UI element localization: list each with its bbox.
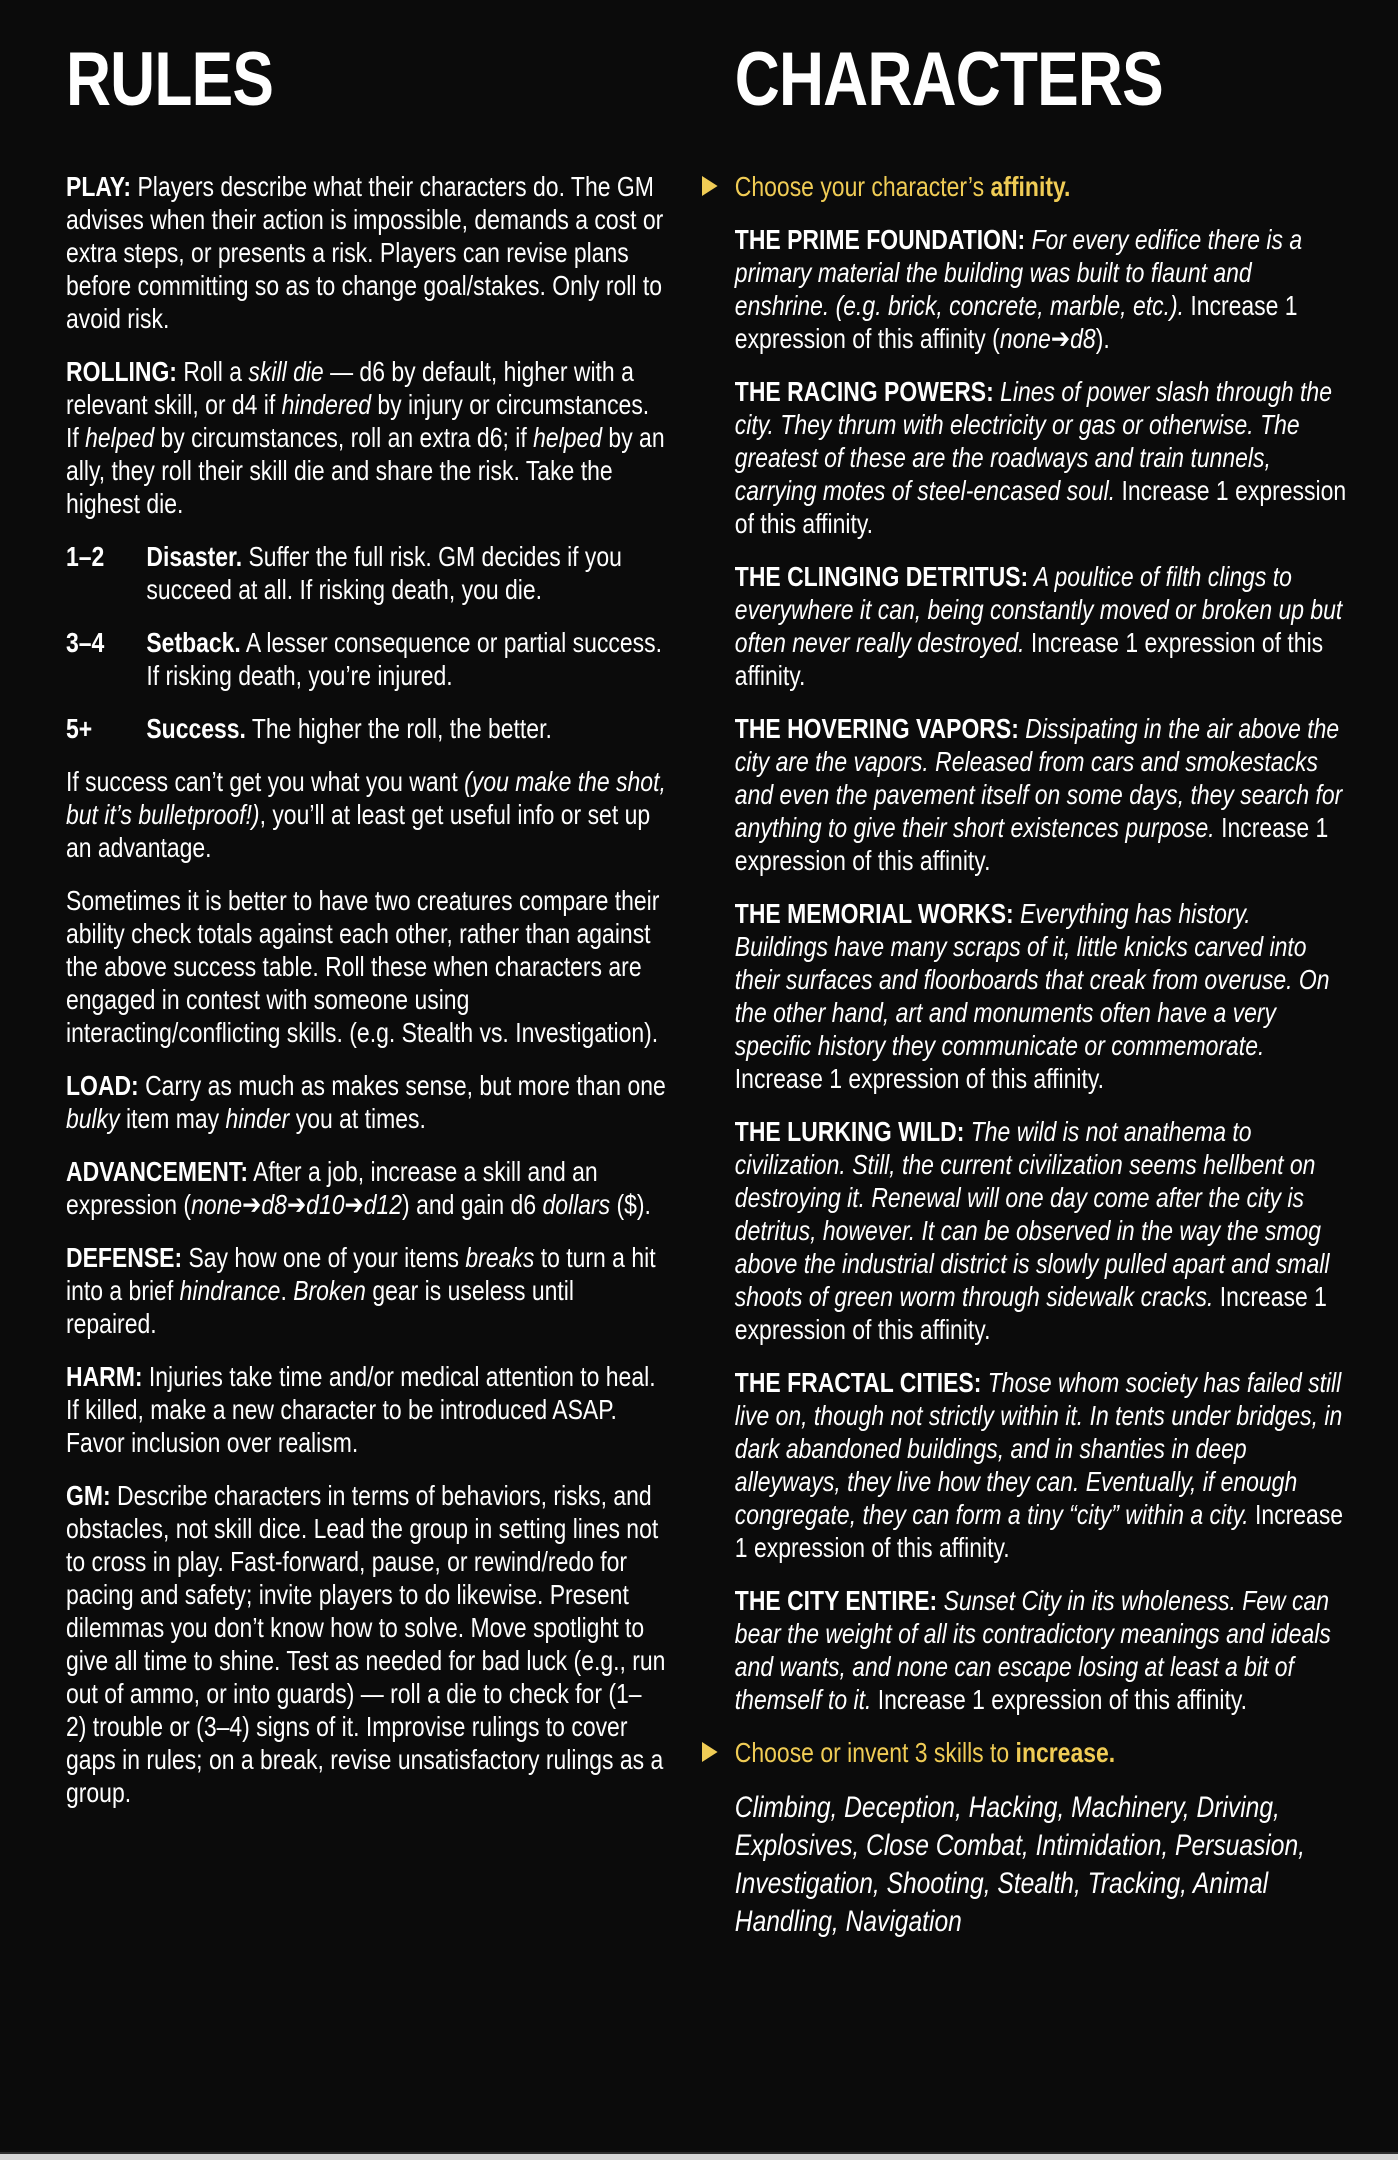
load: LOAD: Carry as much as makes sense, but more than one bulky item may hinder you at times.: [66, 1070, 666, 1134]
characters-column: [702, 37, 1362, 1961]
affinity-racing-powers: THE RACING POWERS: Lines of power slash through the city. They thrum with electricity or gas or otherwise. The greatest of these are the roadways and train tunnels, carrying motes of steel-encased soul. Increase 1 expression of this affinity.: [734, 376, 1347, 539]
success-note: If success can’t get you what you want (you make the shot, but it’s bulletproof!), you’ll at least get useful info or set up an advantage.: [66, 766, 666, 863]
bullet-line-choose-affinity: [702, 170, 1350, 203]
affinity-city-entire: THE CITY ENTIRE: Sunset City in its wholeness. Few can bear the weight of all its contradictory meanings and ideals and wants, and none can escape losing at least a bit of themself to it. Increase 1 expression of this affinity.: [734, 1585, 1331, 1715]
bullet-line-choose-skills: [702, 1736, 1350, 1769]
dice-roll-result: Success. The higher the roll, the better.: [146, 713, 552, 744]
dice-roll-range: 1–2: [66, 541, 105, 572]
characters-blocks: [702, 170, 1350, 1941]
affinity-hovering-vapors: THE HOVERING VAPORS: Dissipating in the air above the city are the vapors. Released from cars and smokestacks and even the pavement itself on some days, they search for anything to give their short existences purpose. Increase 1 expression of this affinity.: [734, 713, 1343, 876]
advancement: ADVANCEMENT: After a job, increase a skill and an expression (none➔d8➔d10➔d12) and gain d6 dollars ($).: [66, 1156, 651, 1220]
affinity-fractal-cities: THE FRACTAL CITIES: Those whom society has failed still live on, though not strictly within it. In tents under bridges, in dark abandoned buildings, and in shanties in deep alleyways, they live how they can. Eventually, if enough congregate, they can form a tiny “city” within a city. Increase 1 expression of this affinity.: [734, 1367, 1344, 1563]
play: PLAY: Players describe what their characters do. The GM advises when their action is impossible, demands a cost or extra steps, or presents a risk. Players can revise plans before committing so as to change goal/stakes. Only roll to avoid risk.: [66, 171, 664, 334]
dice-roll-range: 5+: [66, 713, 93, 744]
characters-title: CHARACTERS: [734, 37, 1163, 122]
dice-roll-result: Setback. A lesser consequence or partial success. If risking death, you’re injured.: [146, 627, 662, 691]
dice-table-row: [66, 540, 666, 606]
defense: DEFENSE: Say how one of your items breaks to turn a hit into a brief hindrance. Broken gear is useless until repaired.: [66, 1242, 656, 1339]
affinity-clinging-detritus: THE CLINGING DETRITUS: A poultice of filth clings to everywhere it can, being constantly moved or broken up but often never really destroyed. Increase 1 expression of this affinity.: [734, 561, 1343, 691]
bullet-triangle-icon: [702, 176, 718, 196]
rolling: ROLLING: Roll a skill die — d6 by default, higher with a relevant skill, or d4 if hindered by injury or circumstances. If helped by circumstances, roll an extra d6; if helped by an ally, they roll their skill die and share the risk. Take the highest die.: [66, 356, 665, 519]
bullet-triangle-icon: [702, 1742, 718, 1762]
rules-title: RULES: [66, 37, 274, 122]
rules-blocks: [66, 170, 666, 1809]
dice-roll-result: Disaster. Suffer the full risk. GM decides if you succeed at all. If risking death, you die.: [146, 541, 622, 605]
gm: GM: Describe characters in terms of behaviors, risks, and obstacles, not skill dice. Lead the group in setting lines not to cross in play. Fast-forward, pause, or rewind/redo for pacing and safety; invite players to do likewise. Present dilemmas you don’t know how to solve. Move spotlight to give all time to shine. Test as needed for bad luck (e.g., run out of ammo, or into guards) — roll a die to check for (1– 2) trouble or (3–4) signs of it. Improvise rulings to cover gaps in rules; on a break, revise unsatisfactory rulings as a group.: [66, 1480, 666, 1808]
characters-column-content: [702, 37, 1350, 1941]
affinity-memorial-works: THE MEMORIAL WORKS: Everything has history. Buildings have many scraps of it, little knicks carved into their surfaces and floorboards that creak from overuse. On the other hand, art and monuments often have a very specific history they communicate or commemorate. Increase 1 expression of this affinity.: [734, 898, 1330, 1094]
skills-list: Climbing, Deception, Hacking, Machinery, Driving, Explosives, Close Combat, Intimidation, Persuasion, Investigation, Shooting, Stealth, Tracking, Animal Handling, Navigation: [734, 1791, 1305, 1938]
next-page-edge: [0, 2152, 1398, 2160]
rules-column: [66, 37, 676, 1829]
dice-table-row: [66, 712, 666, 745]
affinity-prime-foundation: THE PRIME FOUNDATION: For every edifice there is a primary material the building was built to flaunt and enshrine. (e.g. brick, concrete, marble, etc.). Increase 1 expression of this affinity (none➔d8).: [734, 224, 1303, 354]
contests: Sometimes it is better to have two creatures compare their ability check totals against each other, rather than against the above success table. Roll these when characters are engaged in contest with someone using interacting/conflicting skills. (e.g. Stealth vs. Investigation).: [66, 885, 660, 1048]
rules-column-content: [66, 37, 666, 1809]
dice-table-row: [66, 626, 666, 692]
choose-affinity-text: Choose your character’s affinity.: [734, 171, 1071, 202]
harm: HARM: Injuries take time and/or medical attention to heal. If killed, make a new character to be introduced ASAP. Favor inclusion over realism.: [66, 1361, 656, 1458]
dice-roll-range: 3–4: [66, 627, 105, 658]
affinity-lurking-wild: THE LURKING WILD: The wild is not anathema to civilization. Still, the current civilization seems hellbent on destroying it. Renewal will one day come after the city is detritus, however. It can be observed in the way the smog above the industrial district is slowly pulled apart and small shoots of green worm through sidewalk cracks. Increase 1 expression of this affinity.: [734, 1116, 1330, 1345]
choose-skills-text: Choose or invent 3 skills to increase.: [734, 1737, 1116, 1768]
